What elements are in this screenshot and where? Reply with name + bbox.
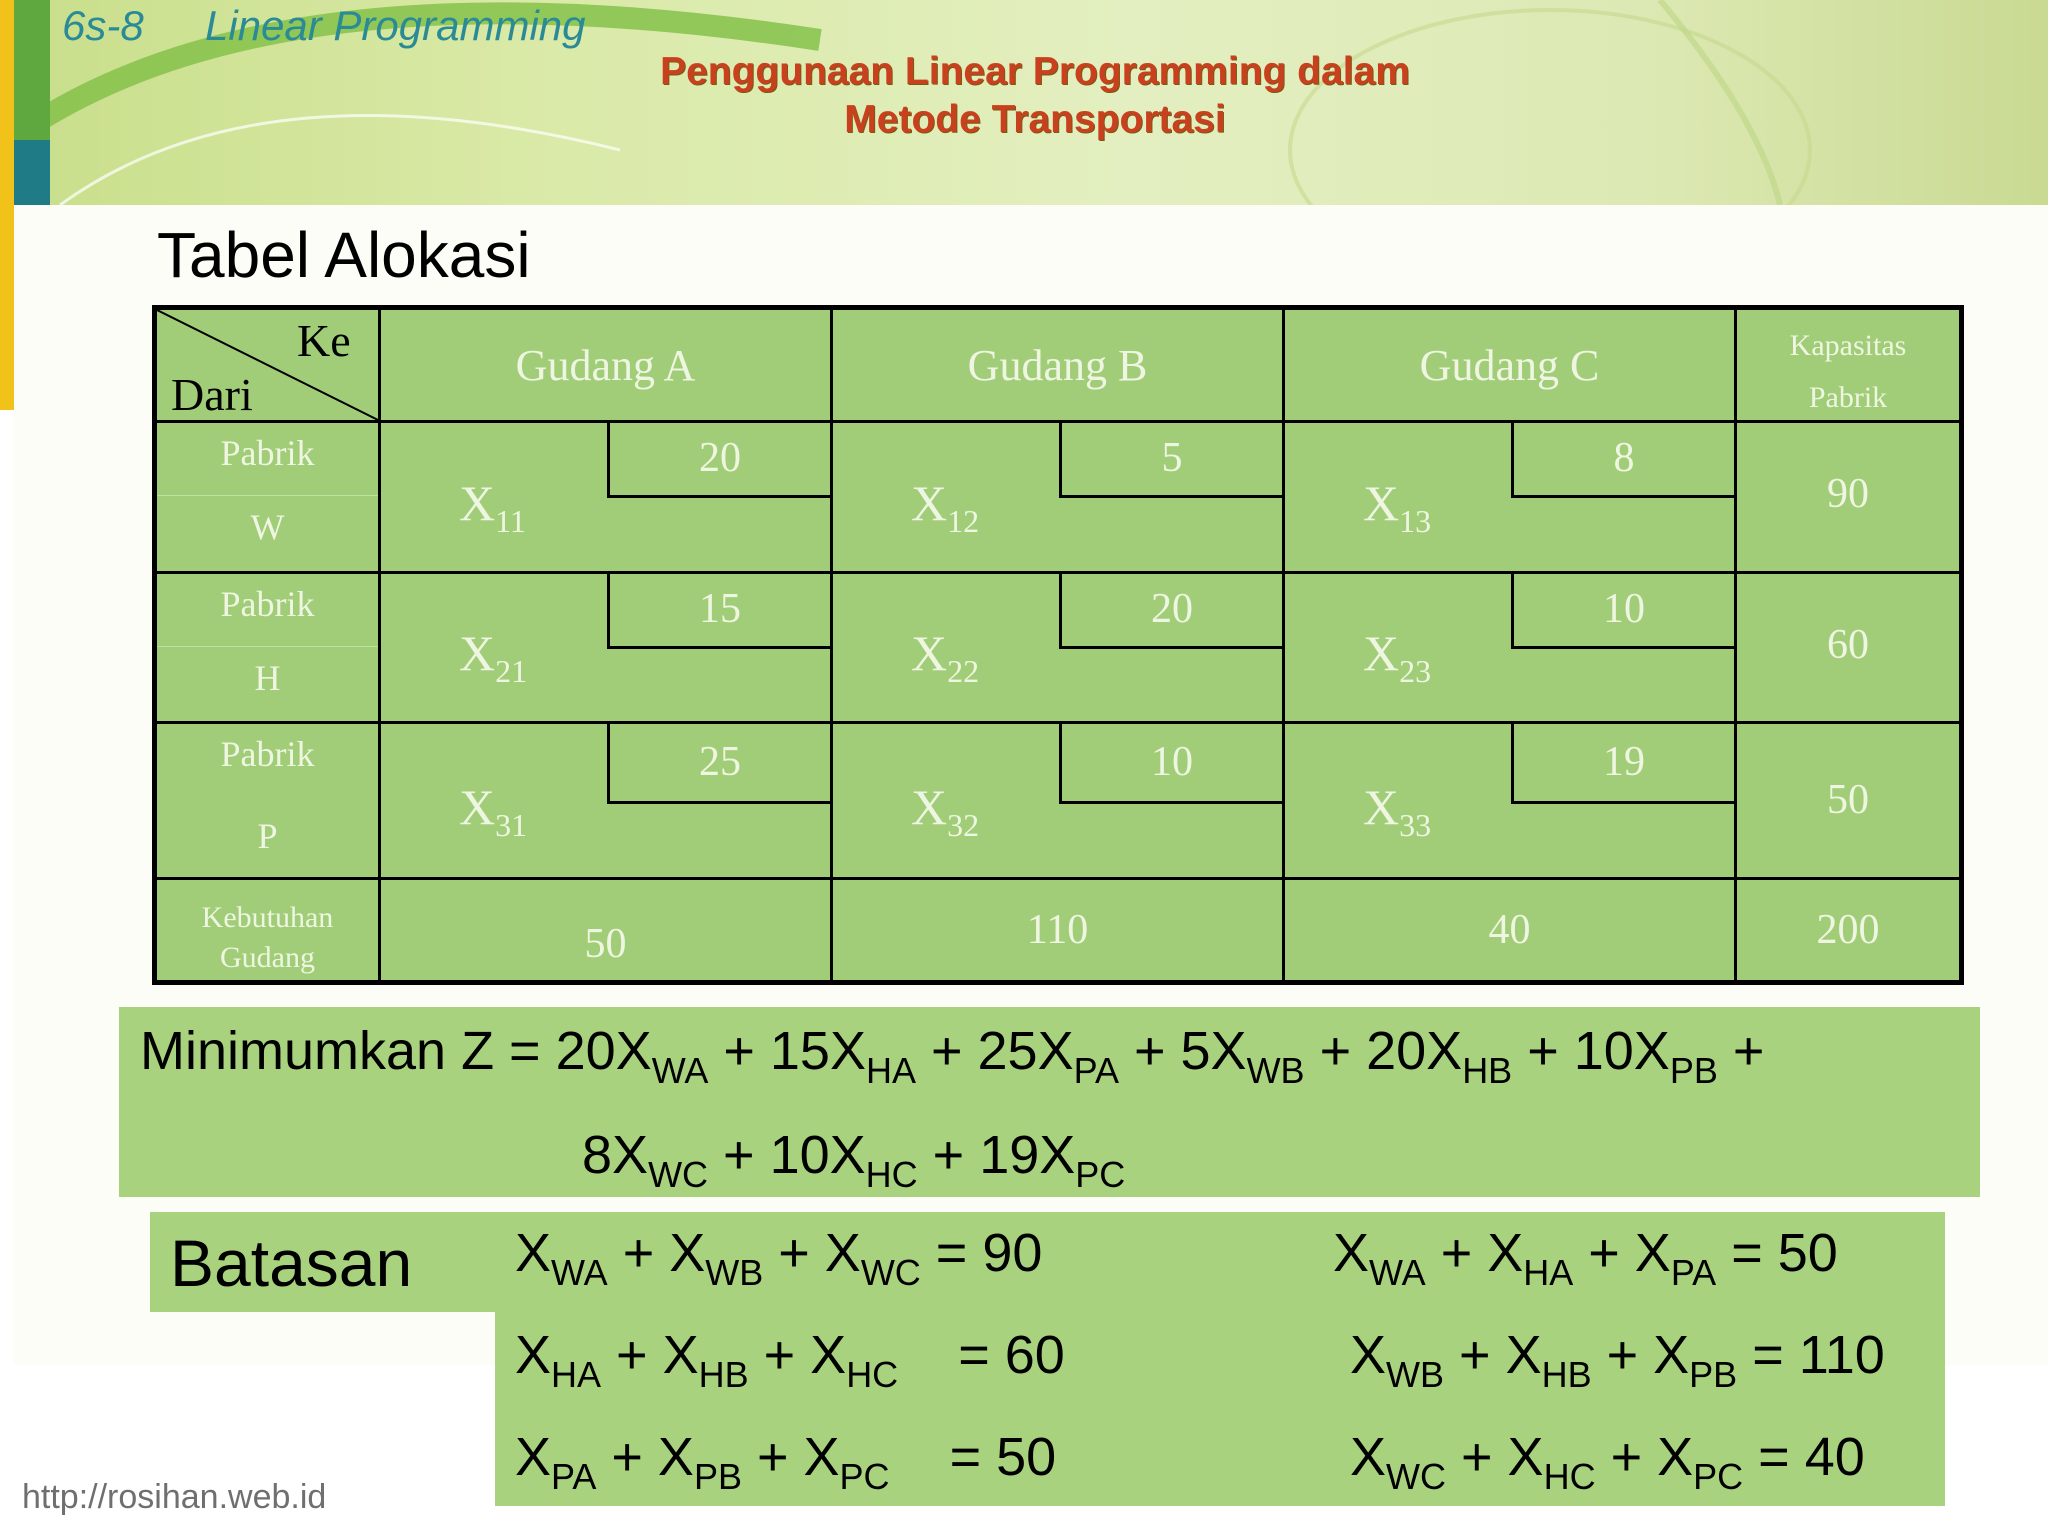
capacity-value: 90	[1827, 471, 1869, 517]
demand-label	[157, 898, 378, 978]
capacity-header-line1: Kapasitas	[1789, 329, 1907, 362]
subscript: HB	[1541, 1354, 1592, 1395]
accent-stripe-yellow	[0, 0, 14, 410]
label-separator	[157, 495, 378, 496]
allocation-variable: $X_{12}$	[911, 475, 980, 539]
total-value: 200	[1816, 907, 1880, 953]
subscript: PC	[1693, 1456, 1744, 1497]
corner-from-label: Dari	[171, 369, 253, 420]
formula-text: + X	[1446, 1427, 1544, 1487]
label-separator	[157, 646, 378, 647]
section-heading: Tabel Alokasi	[157, 219, 531, 291]
subscript: HB	[698, 1354, 749, 1395]
slide-number: 6s-8	[62, 2, 144, 49]
column-header: Gudang A	[515, 341, 696, 390]
formula-text: + X	[607, 1223, 706, 1283]
footer-url: http://rosihan.web.id	[22, 1478, 327, 1516]
row-label: Pabrik	[220, 734, 315, 774]
slide-title-line2: Metode Transportasi	[844, 98, 1226, 141]
demand-label-line2: Gudang	[220, 941, 315, 974]
row-label: W	[250, 507, 285, 547]
formula-text: + X	[1595, 1427, 1694, 1487]
subscript: WB	[1386, 1354, 1445, 1395]
cost-value: 15	[699, 586, 741, 632]
demand-value: 40	[1488, 907, 1531, 953]
row-label: Pabrik	[220, 433, 315, 473]
corner-to-label: Ke	[297, 315, 351, 366]
subscript: PA	[1670, 1252, 1717, 1293]
formula-text: = 90	[920, 1223, 1043, 1283]
subscript: PA	[1073, 1050, 1119, 1091]
formula-text: + X	[1573, 1223, 1671, 1283]
row-label: P	[257, 816, 278, 856]
allocation-variable: $X_{22}$	[911, 625, 980, 689]
formula-text: +	[1717, 1021, 1765, 1081]
subscript: PC	[839, 1456, 890, 1497]
formula-text: Minimumkan Z = 20X	[140, 1021, 652, 1081]
cost-value: 8	[1613, 435, 1635, 481]
formula-text: + 25X	[915, 1021, 1074, 1081]
formula-text: + X	[748, 1325, 847, 1385]
slide-title	[540, 48, 1530, 144]
subscript: HC	[865, 1154, 918, 1195]
formula-text: X	[515, 1325, 552, 1385]
table-divider	[157, 877, 1959, 880]
accent-stripe-teal	[14, 140, 50, 205]
subscript: PC	[1075, 1154, 1126, 1195]
formula-text: = 50	[1716, 1223, 1838, 1283]
column-header: Gudang B	[967, 341, 1148, 390]
formula-text: + 10X	[1512, 1021, 1670, 1081]
subscript: WA	[651, 1050, 709, 1091]
capacity-value: 50	[1827, 777, 1869, 823]
subscript: PB	[1689, 1354, 1738, 1395]
formula-text: = 50	[889, 1427, 1057, 1487]
subscript: WA	[1369, 1252, 1426, 1293]
constraint-equation	[1350, 1324, 1885, 1396]
demand-value: 110	[1026, 907, 1089, 953]
formula-text: X	[515, 1427, 552, 1487]
cost-value: 20	[1151, 586, 1193, 632]
formula-text: + 15X	[708, 1021, 866, 1081]
allocation-variable: $X_{31}$	[459, 779, 528, 843]
formula-text: = 60	[898, 1325, 1065, 1385]
subscript: WB	[1246, 1050, 1305, 1091]
formula-text: + 20X	[1304, 1021, 1463, 1081]
allocation-variable: $X_{33}$	[1363, 779, 1432, 843]
subscript: HA	[865, 1050, 916, 1091]
formula-text: + X	[1425, 1223, 1524, 1283]
subscript: PB	[693, 1456, 742, 1497]
constraint-equation	[1333, 1222, 1838, 1294]
subscript: WC	[860, 1252, 921, 1293]
demand-value: 50	[584, 921, 627, 967]
formula-text: X	[1333, 1223, 1370, 1283]
allocation-variable: $X_{21}$	[459, 625, 528, 689]
cost-value: 5	[1161, 435, 1183, 481]
cost-value: 10	[1151, 739, 1193, 785]
formula-text: X	[1350, 1427, 1387, 1487]
subscript: HB	[1462, 1050, 1513, 1091]
subscript: WB	[705, 1252, 764, 1293]
formula-text: + X	[763, 1223, 861, 1283]
subscript: HA	[551, 1354, 602, 1395]
formula-text: X	[515, 1223, 552, 1283]
allocation-variable: $X_{11}$	[459, 475, 526, 539]
formula-text: + X	[601, 1325, 699, 1385]
row-label: Pabrik	[220, 584, 315, 624]
allocation-table	[152, 305, 1964, 985]
constraint-equation	[515, 1426, 1056, 1498]
allocation-variable: $X_{32}$	[911, 779, 980, 843]
subscript: WC	[648, 1154, 709, 1195]
subscript: HC	[846, 1354, 899, 1395]
demand-label-line1: Kebutuhan	[201, 901, 334, 934]
subscript: HA	[1523, 1252, 1574, 1293]
formula-text: + X	[1591, 1325, 1690, 1385]
cost-value: 20	[699, 435, 741, 481]
cost-value: 25	[699, 739, 741, 785]
formula-text: + X	[596, 1427, 694, 1487]
allocation-variable: $X_{13}$	[1363, 475, 1432, 539]
objective-line2	[582, 1124, 1125, 1196]
cost-value: 19	[1603, 739, 1645, 785]
constraint-equation	[515, 1222, 1042, 1294]
formula-text: X	[1350, 1325, 1387, 1385]
formula-text: = 110	[1737, 1325, 1885, 1385]
formula-text: + X	[741, 1427, 840, 1487]
constraint-equation	[1350, 1426, 1865, 1498]
capacity-value: 60	[1827, 622, 1869, 668]
row-label: H	[254, 658, 281, 698]
constraint-label: Batasan	[170, 1226, 413, 1300]
objective-line1	[140, 1020, 1764, 1092]
allocation-variable: $X_{23}$	[1363, 625, 1432, 689]
subscript: PB	[1669, 1050, 1718, 1091]
formula-text: + 19X	[917, 1125, 1076, 1185]
subscript: PA	[551, 1456, 597, 1497]
capacity-header-line2: Pabrik	[1808, 381, 1888, 414]
subscript: WC	[1386, 1456, 1447, 1497]
formula-text: + X	[1444, 1325, 1542, 1385]
column-header: Gudang C	[1419, 341, 1600, 390]
formula-text: + 10X	[708, 1125, 866, 1185]
capacity-header	[1737, 320, 1959, 424]
slide-title-line1: Penggunaan Linear Programming dalam	[660, 50, 1410, 93]
formula-text: = 40	[1743, 1427, 1865, 1487]
formula-text: 8X	[582, 1125, 649, 1185]
constraint-equation	[515, 1324, 1065, 1396]
subscript: HC	[1543, 1456, 1596, 1497]
header-title: Linear Programming	[205, 2, 586, 49]
formula-text: + 5X	[1118, 1021, 1247, 1081]
subscript: WA	[551, 1252, 608, 1293]
cost-value: 10	[1603, 586, 1645, 632]
